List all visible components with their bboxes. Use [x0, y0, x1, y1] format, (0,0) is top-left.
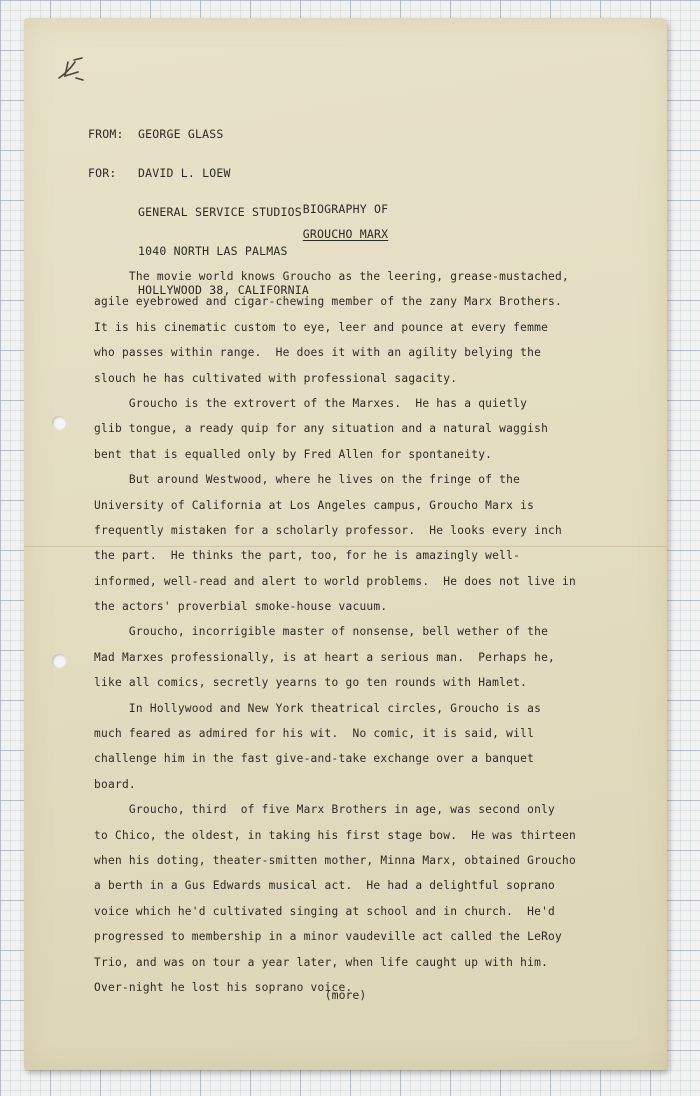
for-line-2: GENERAL SERVICE STUDIOS: [138, 205, 302, 219]
body-line: when his doting, theater-smitten mother, Minna Marx, obtained Groucho: [94, 853, 576, 867]
punch-hole-upper: [52, 416, 66, 430]
document-page: [24, 18, 667, 1070]
body-line: frequently mistaken for a scholarly professor. He looks every inch: [94, 523, 563, 537]
body-line: challenge him in the fast give-and-take exchange over a banquet: [94, 752, 535, 766]
body-line: Groucho, third of five Marx Brothers in age, was second only: [94, 803, 556, 817]
body-line: glib tongue, a ready quip for any situation and a natural waggish: [94, 422, 549, 436]
body-line: much feared as admired for his wit. No comic, it is said, will: [94, 727, 535, 741]
document-title: BIOGRAPHY OF: [302, 202, 389, 216]
document-subject: GROUCHO MARX: [302, 227, 389, 241]
body-line: voice which he'd cultivated singing at school and in church. He'd: [94, 904, 556, 918]
body-line: Over-night he lost his soprano voice.: [94, 980, 353, 994]
pencil-mark-icon: [56, 56, 88, 84]
body-line: Mad Marxes professionally, is at heart a serious man. Perhaps he,: [94, 650, 556, 664]
body-line: a berth in a Gus Edwards musical act. He had a delightful soprano: [94, 879, 556, 893]
body-line: But around Westwood, where he lives on the fringe of the: [94, 473, 521, 487]
from-value: GEORGE GLASS: [138, 127, 224, 141]
body-line: to Chico, the oldest, in taking his first stage bow. He was thirteen: [94, 828, 576, 842]
for-line-1: DAVID L. LOEW: [138, 166, 231, 180]
body-line: Groucho is the extrovert of the Marxes. He has a quietly: [94, 396, 528, 410]
body-line: informed, well-read and alert to world problems. He does not live in: [94, 574, 576, 588]
body-line: agile eyebrowed and cigar-chewing member of the zany Marx Brothers.: [94, 295, 563, 309]
for-label: FOR:: [88, 166, 117, 180]
body-line: bent that is equalled only by Fred Allen for spontaneity.: [94, 447, 493, 461]
body-line: the part. He thinks the part, too, for he is amazingly well-: [94, 549, 521, 563]
body-line: like all comics, secretly yearns to go ten rounds with Hamlet.: [94, 676, 528, 690]
body-line: University of California at Los Angeles campus, Groucho Marx is: [94, 498, 535, 512]
body-line: Trio, and was on tour a year later, when life caught up with him.: [94, 955, 549, 969]
body-line: progressed to membership in a minor vaudeville act called the LeRoy: [94, 930, 563, 944]
biography-body: [94, 264, 634, 1000]
from-label: FROM:: [88, 127, 124, 141]
for-line-3: 1040 NORTH LAS PALMAS: [138, 244, 288, 258]
more-continuation: (more): [324, 988, 367, 1002]
body-line: In Hollywood and New York theatrical circles, Groucho is as: [94, 701, 542, 715]
body-line: Groucho, incorrigible master of nonsense, bell wether of the: [94, 625, 549, 639]
body-line: It is his cinematic custom to eye, leer and pounce at every femme: [94, 320, 549, 334]
body-line: slouch he has cultivated with professional sagacity.: [94, 371, 458, 385]
punch-hole-lower: [52, 654, 66, 668]
body-line: board.: [94, 777, 136, 791]
body-line: the actors' proverbial smoke-house vacuum.: [94, 600, 388, 614]
body-line: The movie world knows Groucho as the leering, grease-mustached,: [94, 270, 570, 283]
for-line-4: HOLLYWOOD 38, CALIFORNIA: [138, 283, 309, 297]
body-line: who passes within range. He does it with an agility belying the: [94, 346, 542, 360]
